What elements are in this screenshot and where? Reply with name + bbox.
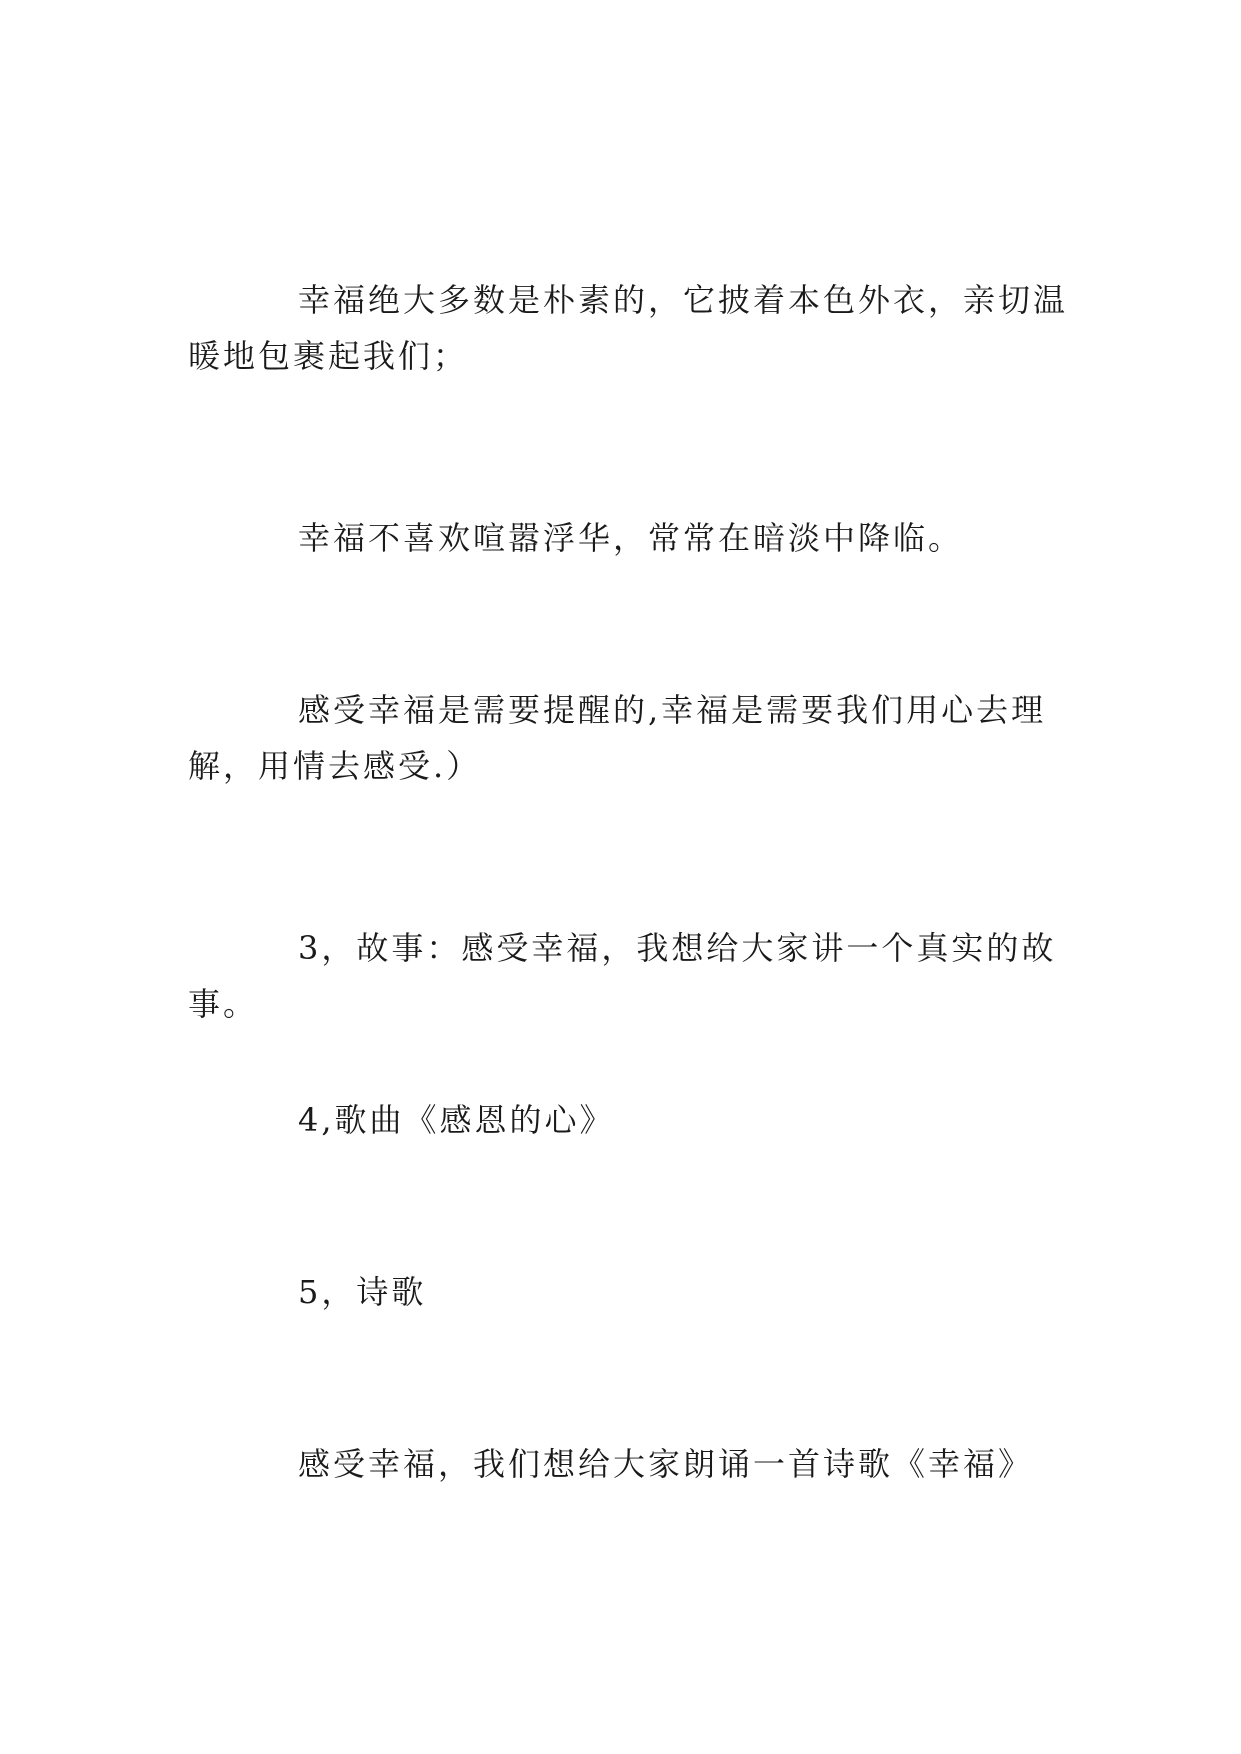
paragraph-happiness-quiet: 幸福不喜欢喧嚣浮华，常常在暗淡中降临。	[298, 519, 964, 557]
paragraph-poem-intro: 感受幸福，我们想给大家朗诵一首诗歌《幸福》	[298, 1445, 1034, 1483]
paragraph-item-song: 4,歌曲《感恩的心》	[298, 1101, 615, 1139]
paragraph-item-poem: 5，诗歌	[298, 1273, 427, 1311]
paragraph-item-story: 3，故事：感受幸福，我想给大家讲一个真实的故事。	[188, 929, 1057, 1023]
paragraph-feel-happiness: 感受幸福是需要提醒的,幸福是需要我们用心去理解，用情去感受.）	[188, 691, 1047, 785]
paragraph-happiness-simple: 幸福绝大多数是朴素的，它披着本色外衣，亲切温暖地包裹起我们；	[188, 281, 1069, 375]
